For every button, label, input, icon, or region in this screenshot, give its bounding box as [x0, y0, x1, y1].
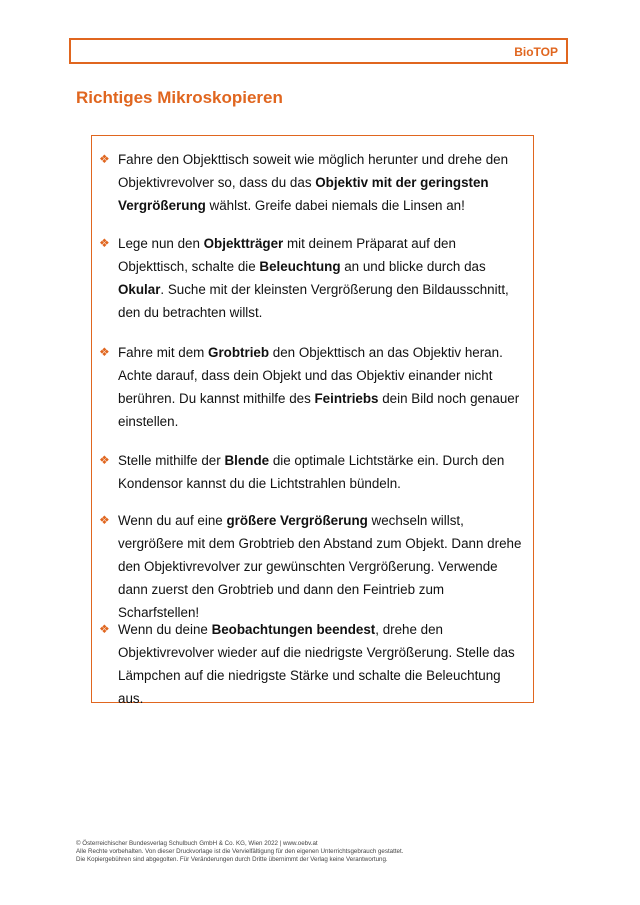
bullet-icon: ❖: [99, 345, 110, 359]
list-item: ❖ Fahre den Objekttisch soweit wie möglich herunter und drehe den Objektivrevolver so, dass du das Objektiv mit der geringsten Vergrößerung wählst. Greife dabei niemals die Linsen an!: [118, 148, 528, 217]
footer-line: Alle Rechte vorbehalten. Von dieser Druckvorlage ist die Vervielfältigung für den eigenen Unterrichtsgebrauch gestattet.: [76, 847, 404, 855]
keyword: Beleuchtung: [259, 259, 341, 274]
list-item: ❖ Wenn du auf eine größere Vergrößerung wechseln willst, vergrößere mit dem Grobtrieb den Abstand zum Objekt. Dann drehe den Objektivrevolver zur gewünschten Vergrößerung. Verwende dann zuerst den Grobtrieb und dann den Feintrieb zum Scharfstellen!: [118, 509, 528, 624]
bullet-icon: ❖: [99, 236, 110, 250]
bullet-icon: ❖: [99, 513, 110, 527]
list-item: ❖ Lege nun den Objektträger mit deinem Präparat auf den Objekttisch, schalte die Beleuchtung an und blicke durch das Okular. Suche mit der kleinsten Vergrößerung den Bildausschnitt, den du betrachten willst.: [118, 232, 528, 324]
keyword: Beobachtungen beendest: [211, 622, 376, 637]
keyword: Blende: [224, 453, 270, 468]
footer-copyright: [76, 840, 616, 863]
keyword: Feintriebs: [314, 391, 379, 406]
list-item: ❖ Wenn du deine Beobachtungen beendest, drehe den Objektivrevolver wieder auf die niedrigste Vergrößerung. Stelle das Lämpchen auf die niedrigste Stärke und schalte die Beleuchtung aus.: [118, 618, 528, 710]
keyword: größere Vergrößerung: [226, 513, 368, 528]
bullet-icon: ❖: [99, 622, 110, 636]
header-frame: [69, 38, 568, 64]
keyword: Okular: [118, 282, 161, 297]
bullet-icon: ❖: [99, 453, 110, 467]
page-title: Richtiges Mikroskopieren: [76, 88, 283, 107]
bullet-icon: ❖: [99, 152, 110, 166]
keyword: Objektiv mit der geringsten Vergrößerung: [118, 175, 489, 213]
footer-line: Die Kopiergebühren sind abgegolten. Für Veränderungen durch Dritte übernimmt der Verlag keine Verantwortung.: [76, 855, 388, 863]
list-item: ❖ Stelle mithilfe der Blende die optimale Lichtstärke ein. Durch den Kondensor kannst du die Lichtstrahlen bündeln.: [118, 449, 528, 495]
instructions-box: [91, 135, 534, 706]
keyword: Grobtrieb: [208, 345, 270, 360]
brand-label: BioTOP: [514, 45, 558, 59]
keyword: Objektträger: [203, 236, 284, 251]
footer-line: © Österreichischer Bundesverlag Schulbuch GmbH & Co. KG, Wien 2022 | www.oebv.at: [76, 840, 318, 847]
list-item: ❖ Fahre mit dem Grobtrieb den Objekttisch an das Objektiv heran. Achte darauf, dass dein Objekt und das Objektiv einander nicht berühren. Du kannst mithilfe des Feintriebs dein Bild noch genauer einstellen.: [118, 341, 528, 433]
